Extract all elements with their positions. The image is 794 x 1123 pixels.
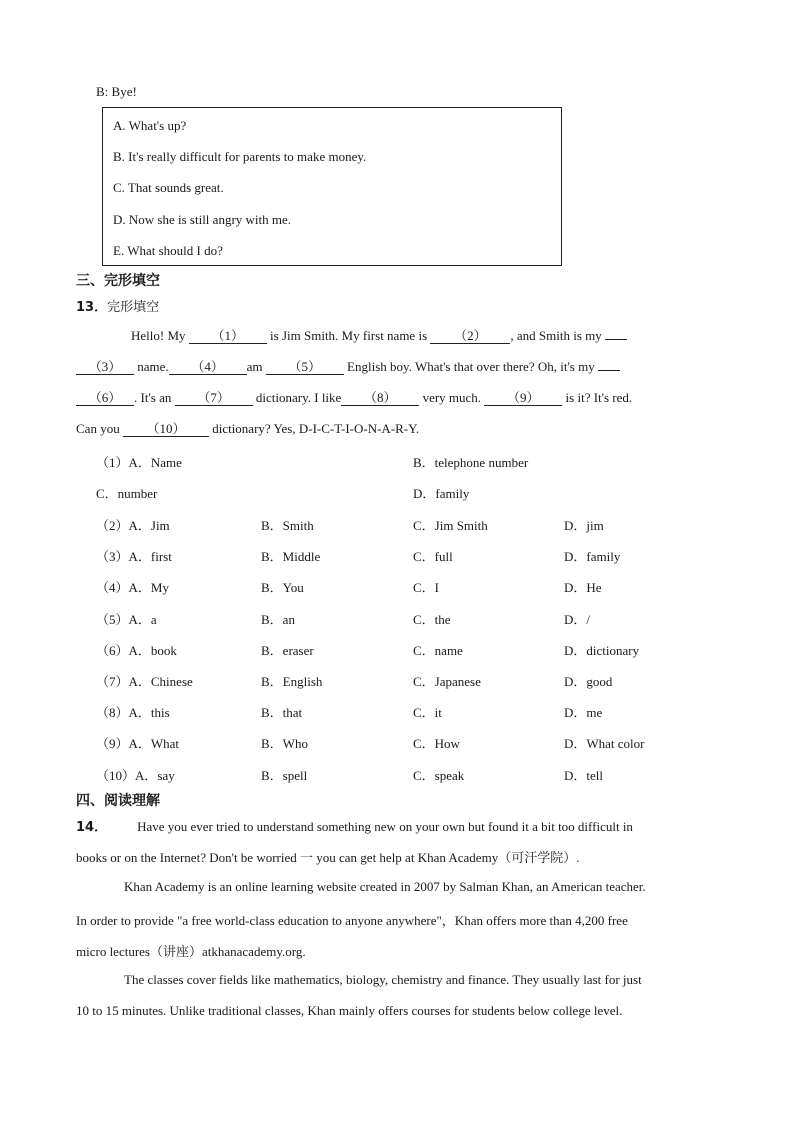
choice-8-b: B．that <box>261 705 303 720</box>
option-b: B. It's really difficult for parents to make money. <box>113 149 367 164</box>
reading-p2-line-3: micro lectures（讲座）atkhanacademy.org. <box>76 944 306 959</box>
blank-7: （7） <box>175 391 253 406</box>
choice-5-d: D．/ <box>564 612 591 627</box>
passage-text: . It's an <box>134 390 172 405</box>
passage-text: is Jim Smith. My first name is <box>270 328 428 343</box>
choice-8-a: （8）A．this <box>96 705 170 720</box>
blank-5: （5） <box>266 360 344 375</box>
choice-7-b: B．English <box>261 674 323 689</box>
blank-10: （10） <box>123 422 209 437</box>
passage-text: dictionary. I like <box>255 390 342 405</box>
question-number: 14． <box>76 820 108 835</box>
paragraph-text: Have you ever tried to understand something new on your own but found it a bit too difficult in <box>137 819 633 834</box>
choice-3-c: C．full <box>413 549 453 564</box>
reading-p3-line-1: The classes cover fields like mathematics, biology, chemistry and finance. They usually last for just <box>124 972 642 987</box>
passage-text: name. <box>137 359 169 374</box>
blank-2: （2） <box>430 329 510 344</box>
passage-text: dictionary? Yes, D-I-C-T-I-O-N-A-R-Y. <box>212 421 420 436</box>
passage-line-4 <box>76 421 419 437</box>
blank-3: （3） <box>76 360 134 375</box>
dialogue-line: B: Bye! <box>96 84 137 99</box>
passage-line-2 <box>76 359 620 375</box>
blank-8: （8） <box>341 391 419 406</box>
reading-p2-line-2: In order to provide "a free world-class education to anyone anywhere"，Khan offers more than 4,200 free <box>76 913 628 928</box>
choice-9-b: B．Who <box>261 736 308 751</box>
reading-p3-line-2: 10 to 15 minutes. Unlike traditional classes, Khan mainly offers courses for students below college level. <box>76 1003 623 1018</box>
blank-1: （1） <box>189 329 267 344</box>
choice-2-d: D．jim <box>564 518 604 533</box>
choice-7-d: D．good <box>564 674 613 689</box>
passage-text: Hello! My <box>131 328 186 343</box>
choice-1a: （1）A．Name <box>96 455 182 470</box>
blank-6: （6） <box>76 391 134 406</box>
choice-10-c: C．speak <box>413 768 465 783</box>
passage-text: is it? It's red. <box>565 390 633 405</box>
choice-10-b: B．spell <box>261 768 308 783</box>
choice-4-b: B．You <box>261 580 304 595</box>
choice-3-d: D．family <box>564 549 621 564</box>
option-d: D. Now she is still angry with me. <box>113 212 292 227</box>
blank-4: （4） <box>169 360 247 375</box>
option-e: E. What should I do? <box>113 243 223 258</box>
reading-p1-line-2: books or on the Internet? Don't be worried 一 you can get help at Khan Academy（可汗学院）. <box>76 850 580 865</box>
passage-text: English boy. What's that over there? Oh, it's my <box>347 359 595 374</box>
choice-1c: C．number <box>96 486 158 501</box>
reading-p2-line-1: Khan Academy is an online learning website created in 2007 by Salman Khan, an American teacher. <box>124 879 646 894</box>
choice-3-a: （3）A．first <box>96 549 172 564</box>
passage-text: very much. <box>422 390 482 405</box>
choice-6-b: B．eraser <box>261 643 314 658</box>
choice-9-d: D．What color <box>564 736 645 751</box>
choice-1b: B．telephone number <box>413 455 529 470</box>
choice-1d: D．family <box>413 486 470 501</box>
choice-8-d: D．me <box>564 705 603 720</box>
choice-9-a: （9）A．What <box>96 736 180 751</box>
choice-5-c: C．the <box>413 612 451 627</box>
section-heading-cloze: 三、完形填空 <box>76 273 160 289</box>
choice-3-b: B．Middle <box>261 549 321 564</box>
options-box <box>102 107 562 266</box>
question-number: 13． <box>76 300 108 315</box>
choice-4-c: C．I <box>413 580 440 595</box>
choice-2-a: （2）A．Jim <box>96 518 170 533</box>
blank-9: （9） <box>484 391 562 406</box>
choice-7-c: C．Japanese <box>413 674 481 689</box>
choice-7-a: （7）A．Chinese <box>96 674 193 689</box>
choice-4-a: （4）A．My <box>96 580 169 595</box>
choice-10-a: （10）A．say <box>96 768 175 783</box>
question-title: 完形填空 <box>107 300 160 315</box>
option-a: A. What's up? <box>113 118 187 133</box>
choice-6-a: （6）A．book <box>96 643 177 658</box>
option-c: C. That sounds great. <box>113 180 224 195</box>
blank-3-start <box>605 339 627 340</box>
choice-6-c: C．name <box>413 643 463 658</box>
passage-line-3 <box>76 390 632 406</box>
passage-text: Can you <box>76 421 120 436</box>
choice-2-b: B．Smith <box>261 518 314 533</box>
choice-4-d: D．He <box>564 580 602 595</box>
choice-10-d: D．tell <box>564 768 603 783</box>
choice-5-b: B．an <box>261 612 295 627</box>
choice-8-c: C．it <box>413 705 442 720</box>
reading-p1-line-1 <box>76 816 633 835</box>
passage-text: am <box>246 359 263 374</box>
question-13-title <box>76 296 159 315</box>
passage-line-1 <box>131 328 627 344</box>
choice-2-c: C．Jim Smith <box>413 518 488 533</box>
passage-text: , and Smith is my <box>510 328 602 343</box>
choice-5-a: （5）A．a <box>96 612 157 627</box>
blank-6-start <box>598 370 620 371</box>
section-heading-reading: 四、阅读理解 <box>76 793 160 809</box>
choice-6-d: D．dictionary <box>564 643 640 658</box>
choice-9-c: C．How <box>413 736 460 751</box>
